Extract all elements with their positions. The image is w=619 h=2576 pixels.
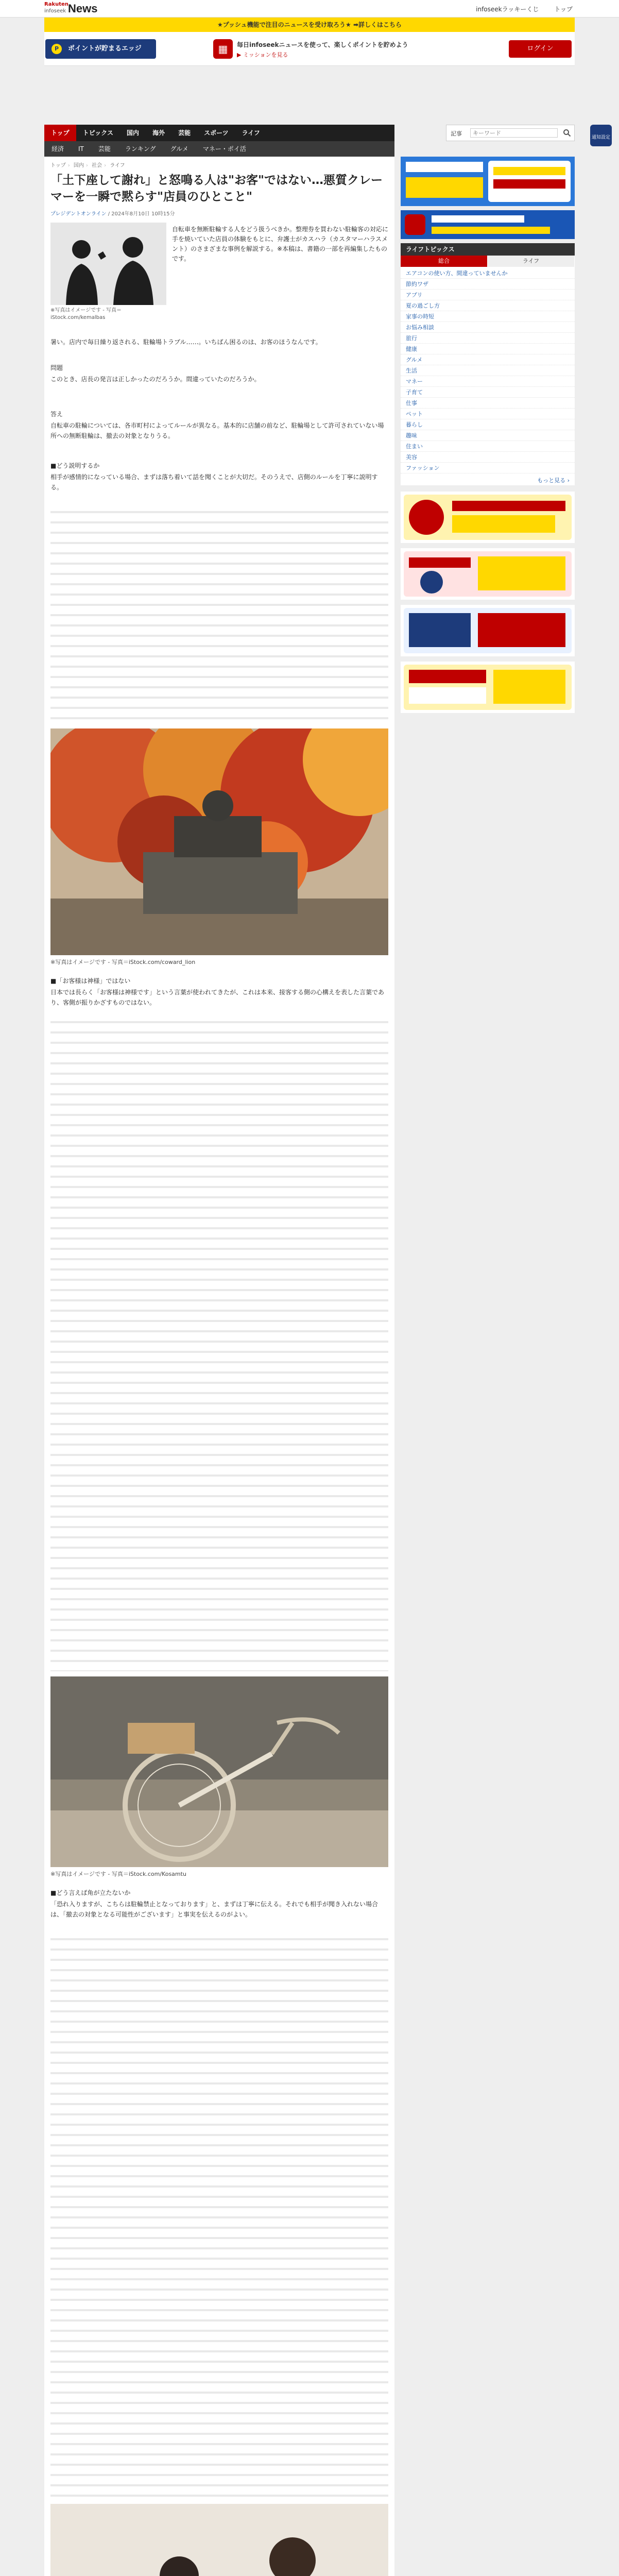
logo-infoseek: infoseek — [44, 8, 66, 14]
ranking-item[interactable]: 家事の時短 — [401, 311, 575, 322]
article-paragraph: 日本では長らく「お客様は神様です」という言葉が使われてきたが、これは本来、接客する側の心構えを表した言葉であり、客側が振りかざすものではない。 — [50, 989, 385, 1006]
top-header — [0, 0, 619, 18]
ranking-item[interactable]: ファッション — [401, 463, 575, 473]
login-button[interactable]: ログイン — [509, 40, 572, 58]
article-photo-statue — [50, 728, 388, 955]
ranking-item[interactable]: 生活 — [401, 365, 575, 376]
point-button-label: ポイントが貯まるエッジ — [68, 45, 142, 53]
lead-text: 自転車を無断駐輪する人をどう扱うべきか。整理券を買わない駐輪客の対応に手を焼いていた店員の体験をもとに、弁護士がカスハラ（カスタマーハラスメント）のさまざまな事例を解説する。※本稿は、書籍の一部を再編集したものです。 — [172, 226, 389, 262]
subnav-item-gourmet[interactable]: グルメ — [170, 145, 188, 152]
ranking-item[interactable]: 暮らし — [401, 419, 575, 430]
ranking-item[interactable]: 節約ワザ — [401, 279, 575, 290]
logo-rakuten: Rakuten — [44, 2, 68, 7]
subnav-item-money[interactable]: マネー・ポイ活 — [202, 145, 246, 152]
header-links — [476, 0, 573, 18]
ranking-item[interactable]: エアコンの使い方、間違っていませんか — [401, 268, 575, 279]
nav-item-life[interactable]: ライフ — [242, 129, 260, 137]
ranking-item[interactable]: 夏の過ごし方 — [401, 300, 575, 311]
breadcrumb-item[interactable]: トップ — [50, 163, 66, 168]
nav-item-topics[interactable]: トピックス — [82, 129, 114, 137]
search-label: 記事 — [451, 130, 462, 137]
subnav-item-economy[interactable]: 経済 — [51, 145, 64, 152]
top-link[interactable]: トップ — [554, 5, 573, 13]
subnav-item-ranking[interactable]: ランキング — [125, 145, 156, 152]
article-body-block — [50, 1934, 388, 2501]
notification-settings-label: 通知設定 — [591, 135, 610, 140]
photo-caption: ※写真はイメージです - 写真＝iStock.com/Kosamtu — [50, 1871, 186, 1877]
section-heading: ■どう説明するか — [50, 462, 100, 469]
mission-box[interactable] — [213, 37, 502, 61]
ranking-tab-life[interactable]: ライフ — [488, 256, 575, 267]
photo-caption: ※写真はイメージです - 写真＝iStock.com/coward_lion — [50, 959, 196, 965]
nav-item-sports[interactable]: スポーツ — [204, 129, 229, 137]
ranking-box — [401, 243, 575, 485]
search-input[interactable] — [470, 128, 558, 138]
search-icon[interactable] — [563, 129, 571, 137]
nav-item-top[interactable]: トップ — [44, 125, 76, 141]
mission-title: 毎日infoseekニュースを使って、楽しくポイントを貯めよう — [237, 41, 408, 48]
ranking-tab-all[interactable]: 総合 — [401, 256, 488, 267]
sub-nav — [44, 141, 394, 157]
lead-image — [50, 223, 166, 305]
article-paragraph: 「恐れ入りますが、こちらは駐輪禁止となっております」と、まずは丁寧に伝える。それでも相手が聞き入れない場合は、「撤去の対象となる可能性がございます」と事実を伝えるのがよい。 — [50, 1901, 379, 1918]
search-box — [446, 125, 575, 141]
ranking-list — [401, 268, 575, 473]
ranking-item[interactable]: ペット — [401, 409, 575, 419]
mission-link[interactable]: ▶ ミッションを見る — [237, 52, 288, 58]
logo-news: News — [68, 2, 98, 15]
breadcrumb: トップ › 国内 › 社会 › ライフ — [50, 163, 125, 168]
article-paragraph: このとき、店長の発言は正しかったのだろうか。間違っていたのだろうか。 — [50, 376, 261, 383]
article-body-block — [50, 507, 388, 723]
subnav-item-it[interactable]: IT — [78, 145, 84, 152]
calendar-icon: ▦ — [213, 39, 233, 59]
section-heading: ■どう言えば角が立たないか — [50, 1889, 131, 1896]
ranking-item[interactable]: グルメ — [401, 354, 575, 365]
breadcrumb-item[interactable]: 社会 — [92, 163, 102, 168]
nav-item-world[interactable]: 海外 — [152, 129, 165, 137]
ranking-item[interactable]: お悩み相談 — [401, 322, 575, 333]
ranking-tabs — [401, 256, 575, 267]
ad-banner-lucky-2[interactable] — [401, 548, 575, 600]
breadcrumb-item[interactable]: ライフ — [110, 163, 125, 168]
lucky-kuji-link[interactable]: infoseekラッキーくじ — [476, 5, 539, 13]
subnav-item-geinou[interactable]: 芸能 — [98, 145, 111, 152]
article-photo-bicycle — [50, 1676, 388, 1867]
ranking-item[interactable]: アプリ — [401, 290, 575, 300]
question-heading: 問題 — [50, 364, 63, 371]
article-photo-cafe — [50, 2504, 388, 2576]
ranking-item[interactable]: 美容 — [401, 452, 575, 463]
article-title: 「土下座して謝れ」と怒鳴る人は"お客"ではない…悪質クレーマーを一瞬で黙らす"店員のひとこと" — [50, 174, 383, 204]
article-paragraph: 相手が感情的になっている場合、まずは落ち着いて話を聞くことが大切だ。そのうえで、店側のルールを丁寧に説明する。 — [50, 473, 378, 491]
breadcrumb-item[interactable]: 国内 — [73, 163, 84, 168]
ranking-item[interactable]: 仕事 — [401, 398, 575, 409]
ad-banner-push[interactable] — [401, 210, 575, 239]
ranking-more-link[interactable]: もっと見る › — [537, 477, 570, 484]
ranking-item[interactable]: 旅行 — [401, 333, 575, 344]
article-column — [44, 157, 394, 2576]
article-date: 2024年8月10日 10時15分 — [111, 211, 175, 217]
ranking-title: ライフトピックス — [401, 243, 575, 256]
ranking-item[interactable]: 子育て — [401, 387, 575, 398]
article-paragraph: 自転車の駐輪については、各市町村によってルールが異なる。基本的に店舗の前など、駐輪場として許可されていない場所への無断駐輪は、撤去の対象となりうる。 — [50, 422, 384, 439]
ad-banner-lucky-4[interactable] — [401, 662, 575, 713]
site-logo[interactable] — [44, 2, 111, 16]
ad-banner-lucky-3[interactable] — [401, 605, 575, 656]
notification-settings-button[interactable] — [590, 125, 612, 146]
point-icon: P — [51, 44, 62, 54]
main-nav — [44, 125, 394, 141]
article-source[interactable]: プレジデントオンライン — [50, 211, 107, 217]
ranking-item[interactable]: 趣味 — [401, 430, 575, 441]
article-paragraph: 暑い。店内で毎日繰り返される、駐輪場トラブル……。いちばん困るのは、お客のほうなんです。 — [50, 338, 322, 346]
ranking-item[interactable]: 健康 — [401, 344, 575, 354]
ranking-item[interactable]: マネー — [401, 376, 575, 387]
lead-caption: ※写真はイメージです - 写真＝iStock.com/kemalbas — [50, 308, 122, 320]
article-byline: プレジデントオンライン / 2024年8月10日 10時15分 — [50, 211, 175, 217]
nav-item-domestic[interactable]: 国内 — [127, 129, 140, 137]
ad-banner-lucky-1[interactable] — [401, 492, 575, 543]
ad-banner-mission[interactable] — [401, 157, 575, 206]
article-body-block — [50, 1017, 388, 1671]
push-banner[interactable]: ★プッシュ機能で注目のニュースを受け取ろう★ ➡詳しくはこちら — [44, 18, 575, 32]
nav-item-entertainment[interactable]: 芸能 — [178, 129, 191, 137]
point-bar — [44, 32, 575, 66]
ranking-item[interactable]: 住まい — [401, 441, 575, 452]
section-heading: ■「お客様は神様」ではない — [50, 977, 131, 985]
answer-heading: 答え — [50, 411, 63, 418]
point-button[interactable] — [45, 39, 156, 59]
